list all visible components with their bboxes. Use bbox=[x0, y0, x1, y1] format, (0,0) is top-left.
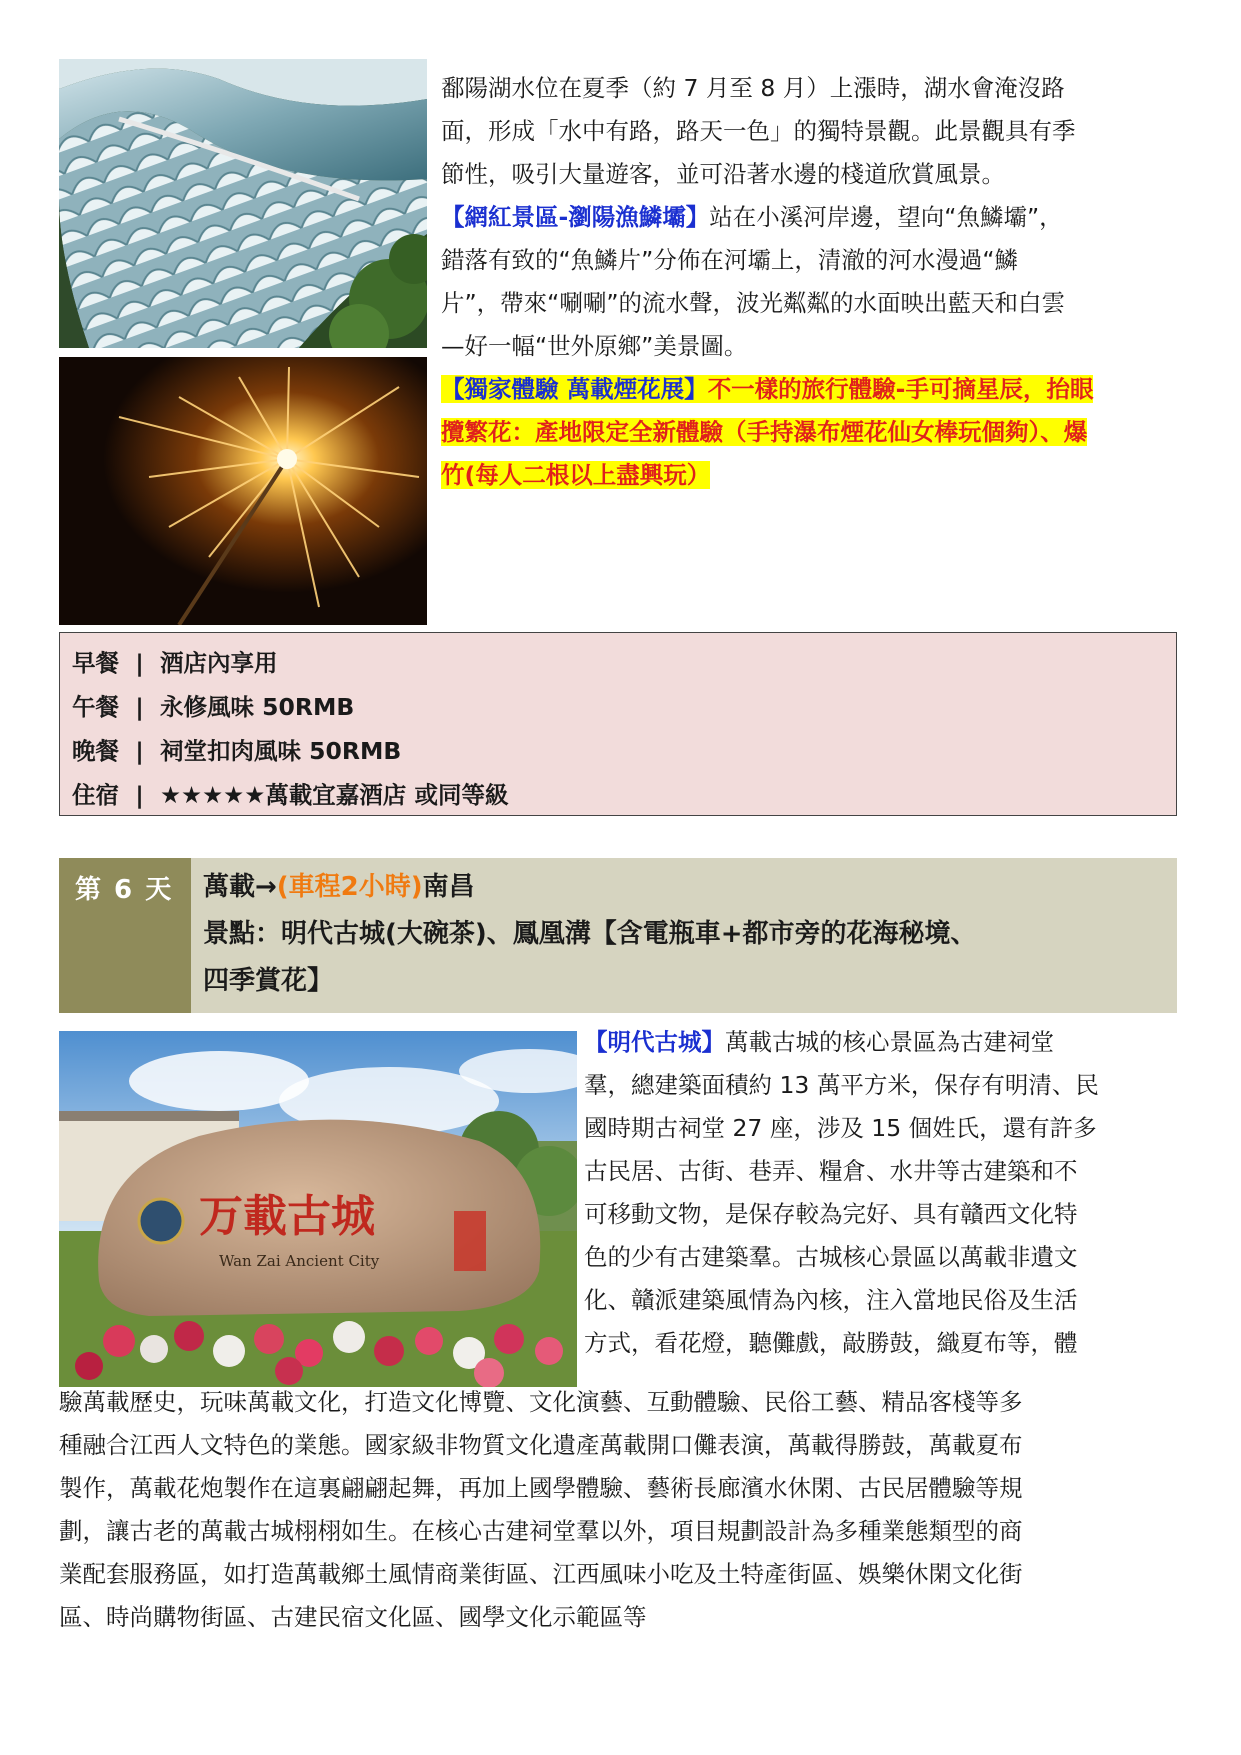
meal-separator: | bbox=[135, 693, 144, 721]
text-line: 古民居、古街、巷弄、糧倉、水井等古建築和不 bbox=[584, 1157, 1078, 1185]
meal-label: 晚餐 bbox=[72, 737, 119, 765]
meal-row-hotel bbox=[72, 773, 1164, 817]
text-line: 國時期古祠堂 27 座，涉及 15 個姓氏，還有許多 bbox=[584, 1114, 1097, 1142]
intro-paragraph-3 bbox=[441, 368, 1181, 497]
ancient-city-side-text bbox=[584, 1021, 1180, 1365]
text-line: 色的少有古建築羣。古城核心景區以萬載非遺文 bbox=[584, 1243, 1078, 1271]
route-time: (車程2小時) bbox=[276, 872, 423, 902]
text-line: 劃，讓古老的萬載古城栩栩如生。在核心古建祠堂羣以外，項目規劃設計為多種業態類型的商 bbox=[59, 1517, 1023, 1545]
meal-separator: | bbox=[135, 649, 144, 677]
sights-line: 景點：明代古城(大碗茶)、鳳凰溝【含電瓶車+都市旁的花海秘境、 bbox=[203, 919, 977, 949]
text-line: 節性，吸引大量遊客，並可沿著水邊的棧道欣賞風景。 bbox=[441, 160, 1005, 188]
ancient-city-body-text bbox=[59, 1381, 1184, 1639]
intro-paragraph-2 bbox=[441, 196, 1181, 368]
weir-section-title: 【網紅景區-瀏陽漁鱗壩】 bbox=[441, 203, 710, 231]
sights-line: 四季賞花】 bbox=[203, 966, 334, 996]
stone-chinese-text: 万載古城 bbox=[199, 1191, 375, 1242]
text-line: 製作，萬載花炮製作在這裏翩翩起舞，再加上國學體驗、藝術長廊濱水休閑、古民居體驗等規 bbox=[59, 1474, 1023, 1502]
meal-row-lunch bbox=[72, 685, 1164, 729]
text-line: 片”，帶來“唰唰”的流水聲，波光粼粼的水面映出藍天和白雲 bbox=[441, 289, 1066, 317]
meal-value: ★★★★★萬載宜嘉酒店 或同等級 bbox=[159, 781, 509, 809]
text-line: 區、時尚購物街區、古建民宿文化區、國學文化示範區等 bbox=[59, 1603, 647, 1631]
text-line: —好一幅“世外原鄉”美景圖。 bbox=[441, 332, 748, 360]
text-line: 面，形成「水中有路，路天一色」的獨特景觀。此景觀具有季 bbox=[441, 117, 1076, 145]
meal-value: 祠堂扣肉風味 50RMB bbox=[159, 737, 402, 765]
stone-english-text: Wan Zai Ancient City bbox=[219, 1252, 380, 1270]
route-to: 南昌 bbox=[422, 872, 475, 902]
meal-row-dinner bbox=[72, 729, 1164, 773]
intro-paragraph-1 bbox=[441, 67, 1181, 196]
route-line bbox=[203, 864, 1165, 911]
meal-label: 午餐 bbox=[72, 693, 119, 721]
day-label: 第 6 天 bbox=[59, 858, 191, 1013]
text-line: 竹(每人二根以上盡興玩） bbox=[441, 461, 711, 489]
meal-separator: | bbox=[135, 781, 144, 809]
text-line: 不一樣的旅行體驗-手可摘星辰，抬眼 bbox=[707, 375, 1094, 403]
meal-label: 早餐 bbox=[72, 649, 119, 677]
meal-separator: | bbox=[135, 737, 144, 765]
meal-value: 酒店內享用 bbox=[159, 649, 278, 677]
text-line: 萬載古城的核心景區為古建祠堂 bbox=[725, 1028, 1054, 1056]
sparkler-photo bbox=[59, 357, 427, 625]
meal-label: 住宿 bbox=[72, 781, 119, 809]
text-line: 驗萬載歷史，玩味萬載文化，打造文化博覽、文化演藝、互動體驗、民俗工藝、精品客棧等多 bbox=[59, 1388, 1023, 1416]
route-from: 萬載→ bbox=[203, 872, 277, 902]
text-line: 種融合江西人文特色的業態。國家級非物質文化遺產萬載開口儺表演，萬載得勝鼓，萬載夏布 bbox=[59, 1431, 1023, 1459]
intro-text bbox=[441, 67, 1181, 497]
text-line: 方式，看花燈，聽儺戲，敲勝鼓，織夏布等，體 bbox=[584, 1329, 1078, 1357]
text-line: 化、贛派建築風情為內核，注入當地民俗及生活 bbox=[584, 1286, 1078, 1314]
text-line: 可移動文物，是保存較為完好、具有贛西文化特 bbox=[584, 1200, 1078, 1228]
text-line: 站在小溪河岸邊，望向“魚鱗壩”， bbox=[709, 203, 1063, 231]
text-line: 攬繁花：產地限定全新體驗（手持瀑布煙花仙女棒玩個夠）、爆 bbox=[441, 418, 1088, 446]
text-line: 業配套服務區，如打造萬載鄉土風情商業街區、江西風味小吃及土特產街區、娛樂休閑文化街 bbox=[59, 1560, 1023, 1588]
ancient-city-stone-photo bbox=[59, 1031, 577, 1387]
meal-row-breakfast bbox=[72, 641, 1164, 685]
text-line: 錯落有致的“魚鱗片”分佈在河壩上，清澈的河水漫過“鱗 bbox=[441, 246, 1019, 274]
meal-value: 永修風味 50RMB bbox=[159, 693, 355, 721]
ancient-city-section-title: 【明代古城】 bbox=[584, 1028, 725, 1056]
meals-info-box bbox=[59, 632, 1177, 816]
fish-scale-weir-photo bbox=[59, 59, 427, 348]
day-itinerary-header bbox=[191, 858, 1177, 1013]
fireworks-section-title: 【獨家體驗 萬載煙花展】 bbox=[441, 375, 708, 403]
text-line: 羣，總建築面積約 13 萬平方米，保存有明清、民 bbox=[584, 1071, 1099, 1099]
text-line: 鄱陽湖水位在夏季（約 7 月至 8 月）上漲時，湖水會淹沒路 bbox=[441, 74, 1065, 102]
